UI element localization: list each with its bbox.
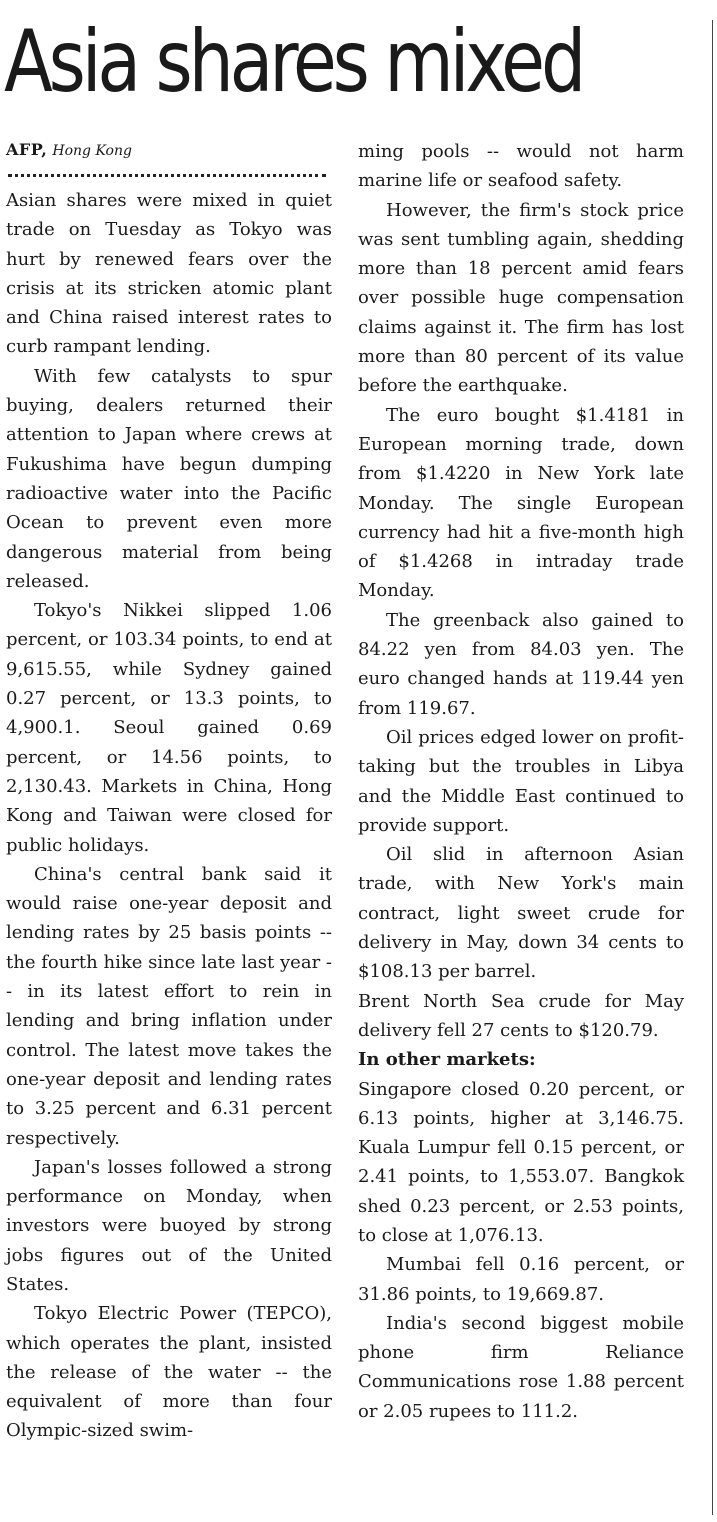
paragraph: Mumbai fell 0.16 percent, or 31.86 points, to 19,669.87. — [358, 1254, 684, 1305]
paragraph: Tokyo's Nikkei slipped 1.06 percent, or 103.34 points, to end at 9,615.55, while Sydney gained 0.27 percent, or 13.3 points, to 4,900.1. Seoul gained 0.69 percent, or 14.56 points, to 2,130.43. Markets in China, Hong Kong and Taiwan were closed for public holidays. — [6, 600, 332, 856]
byline-divider — [8, 174, 326, 177]
byline-location: Hong Kong — [52, 143, 132, 159]
paragraph: However, the firm's stock price was sent tumbling again, shedding more than 18 percent amid fears over possible huge compensation claims against it. The firm has lost more than 80 percent of its value before the earthquake. — [358, 199, 684, 397]
headline: Asia shares mixed — [4, 12, 583, 112]
article-column-left — [6, 137, 332, 1446]
paragraph: The greenback also gained to 84.22 yen from 84.03 yen. The euro changed hands at 119.44 yen from 119.67. — [358, 609, 684, 719]
paragraph: Brent North Sea crude for May delivery fell 27 cents to $120.79. — [358, 990, 684, 1041]
paragraph: With few catalysts to spur buying, dealers returned their attention to Japan where crews at Fukushima have begun dumping radioactive water into the Pacific Ocean to prevent even more dangerous material from being released. — [6, 365, 332, 592]
column-rule — [712, 20, 713, 1515]
paragraph: Tokyo Electric Power (TEPCO), which operates the plant, insisted the release of the water -- the equivalent of more than four Olympic-sized swim- — [6, 1303, 332, 1442]
paragraph: Singapore closed 0.20 percent, or 6.13 points, higher at 3,146.75. Kuala Lumpur fell 0.15 percent, or 2.41 points, to 1,553.07. Bangkok shed 0.23 percent, or 2.53 points, to close at 1,076.13. — [358, 1078, 684, 1246]
article-column-right — [358, 137, 684, 1426]
paragraph: India's second biggest mobile phone firm Reliance Communications rose 1.88 percent or 2.05 rupees to 111.2. — [358, 1312, 684, 1422]
paragraph: China's central bank said it would raise one-year deposit and lending rates by 25 basis points -- the fourth hike since late last year -- in its latest effort to rein in lending and bring inflation under control. The latest move takes the one-year deposit and lending rates to 3.25 percent and 6.31 percent respectively. — [6, 863, 332, 1149]
subheading-other-markets: In other markets: — [358, 1049, 536, 1071]
byline — [6, 137, 332, 164]
paragraph: Oil prices edged lower on profit-taking but the troubles in Libya and the Middle East continued to provide support. — [358, 726, 684, 836]
paragraph: Japan's losses followed a strong performance on Monday, when investors were buoyed by strong jobs figures out of the United States. — [6, 1156, 332, 1295]
paragraph: ming pools -- would not harm marine life or seafood safety. — [358, 141, 684, 192]
paragraph: Oil slid in afternoon Asian trade, with New York's main contract, light sweet crude for delivery in May, down 34 cents to $108.13 per barrel. — [358, 844, 684, 983]
byline-source: AFP, — [6, 140, 48, 159]
paragraph: The euro bought $1.4181 in European morning trade, down from $1.4220 in New York late Monday. The single European currency had hit a five-month high of $1.4268 in intraday trade Monday. — [358, 404, 684, 602]
paragraph: Asian shares were mixed in quiet trade on Tuesday as Tokyo was hurt by renewed fears over the crisis at its stricken atomic plant and China raised interest rates to curb rampant lending. — [6, 190, 332, 358]
